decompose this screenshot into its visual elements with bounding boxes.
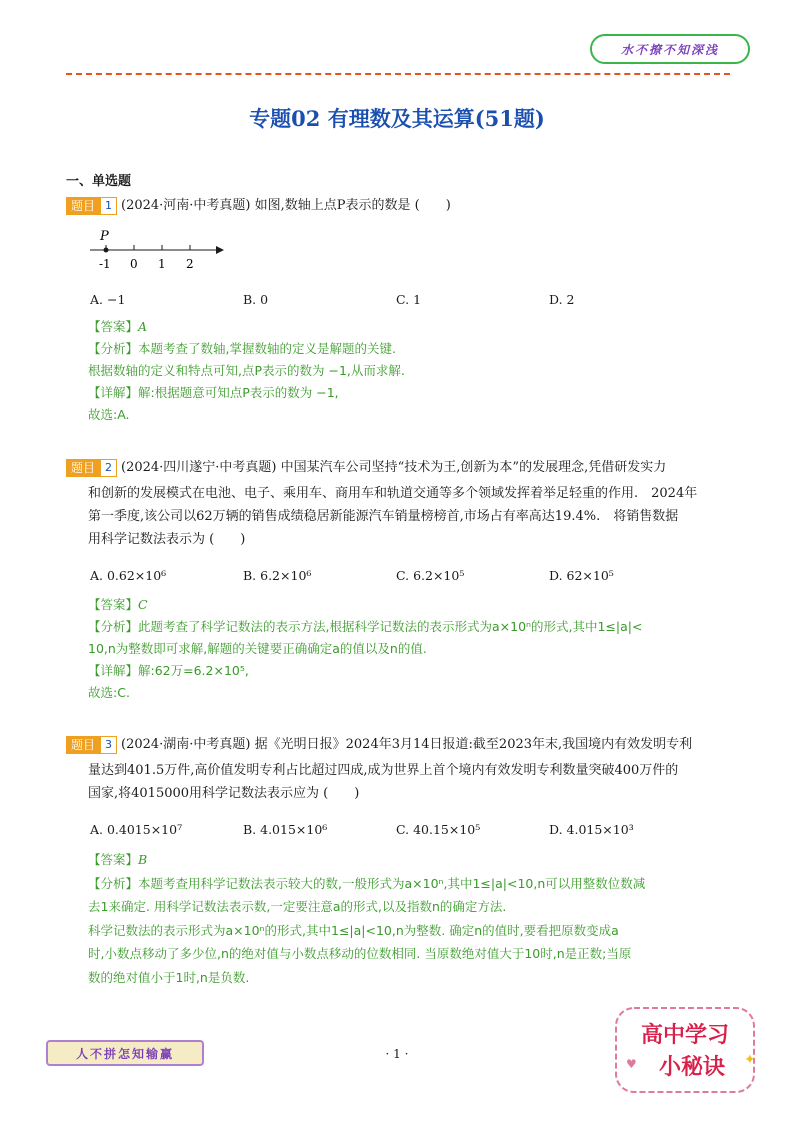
analysis-text: 此题考查了科学记数法的表示方法,根据科学记数法的表示形式为a×10ⁿ的形式,其中1≤|a|< <box>138 619 643 634</box>
analysis-text: 科学记数法的表示形式为a×10ⁿ的形式,其中1≤|a|<10,n为整数. 确定n的值时,要看把原数变成a <box>88 922 619 938</box>
option-a: A. 0.4015×10⁷ <box>90 822 183 837</box>
analysis-text: 数的绝对值小于1时,n是负数. <box>88 969 250 985</box>
heart-icon: ♥ <box>626 1057 637 1071</box>
question-3-options <box>90 822 730 837</box>
question-1-options <box>90 292 730 307</box>
option-c: C. 1 <box>396 292 422 307</box>
header-divider <box>66 73 730 75</box>
detail-text: 解:根据题意可知点P表示的数为 −1, <box>138 385 339 400</box>
option-c: C. 6.2×10⁵ <box>396 568 465 583</box>
option-c: C. 40.15×10⁵ <box>396 822 481 837</box>
tick-label: -1 <box>99 257 111 271</box>
analysis-text: 本题考查了数轴,掌握数轴的定义是解题的关键. <box>138 341 396 356</box>
conclusion-text: 故选:C. <box>88 685 130 700</box>
answer-label: 【答案】 <box>88 852 139 867</box>
number-line-figure <box>88 226 228 272</box>
stamp-line-1: 高中学习 <box>640 1023 730 1048</box>
question-text: 和创新的发展模式在电池、电子、乘用车、商用车和轨道交通等多个领域发挥着举足轻重的作用. 2024年 <box>88 486 698 501</box>
question-text: (2024·四川遂宁·中考真题) 中国某汽车公司坚持“技术为王,创新为本”的发展理念,凭借研发实力 <box>121 460 667 475</box>
question-text: 量达到401.5万件,高价值发明专利占比超过四成,成为世界上首个境内有效发明专利数量突破400万件的 <box>88 763 679 778</box>
answer-label: 【答案】 <box>88 319 139 334</box>
analysis-label: 【分析】 <box>88 619 139 634</box>
option-b: B. 0 <box>243 292 269 307</box>
question-number: 3 <box>100 736 117 754</box>
question-3-stem-cont <box>88 759 730 805</box>
answer-value: B <box>138 852 148 867</box>
option-a: A. 0.62×10⁶ <box>90 568 167 583</box>
answer-value: A <box>138 319 148 334</box>
analysis-text: 去1来确定. 用科学记数法表示数,一定要注意a的形式,以及指数n的确定方法. <box>88 899 507 914</box>
question-1-stem <box>66 194 730 217</box>
option-b: B. 4.015×10⁶ <box>243 822 328 837</box>
question-tag: 题目 <box>66 197 100 215</box>
question-2-options <box>90 568 730 583</box>
tick-label: 0 <box>130 257 138 271</box>
question-tag: 题目 <box>66 736 100 754</box>
question-3-stem <box>66 733 730 756</box>
analysis-text: 时,小数点移动了多少位,n的绝对值与小数点移动的位数相同. 当原数绝对值大于10时,n是正数;当原 <box>88 946 632 961</box>
question-3-solution <box>88 848 738 989</box>
analysis-text: 10,n为整数即可求解,解题的关键要正确确定a的值以及n的值. <box>88 641 427 656</box>
analysis-label: 【分析】 <box>88 875 139 891</box>
question-2-stem-cont <box>88 482 730 551</box>
answer-value: C <box>138 597 148 612</box>
tick-label: 2 <box>186 257 194 271</box>
study-tips-stamp <box>612 1004 758 1096</box>
answer-label: 【答案】 <box>88 597 139 612</box>
question-text: (2024·湖南·中考真题) 据《光明日报》2024年3月14日报道:截至2023年末,我国境内有效发明专利 <box>121 737 693 752</box>
page-number: · 1 · <box>385 1047 409 1061</box>
tick-label: 1 <box>158 257 166 271</box>
stamp-line-2: 小秘诀 <box>658 1055 726 1080</box>
analysis-text: 本题考查用科学记数法表示较大的数,一般形式为a×10ⁿ,其中1≤|a|<10,n可以用整数位数减 <box>138 875 646 891</box>
footer-motto-badge: 人不拼怎知输赢 <box>46 1040 204 1066</box>
point-p-dot <box>104 248 109 253</box>
question-2-stem <box>66 456 730 479</box>
detail-label: 【详解】 <box>88 663 139 678</box>
option-d: D. 4.015×10³ <box>549 822 634 837</box>
analysis-text: 根据数轴的定义和特点可知,点P表示的数为 −1,从而求解. <box>88 363 405 378</box>
question-number: 2 <box>100 459 117 477</box>
conclusion-text: 故选:A. <box>88 407 130 422</box>
option-a: A. −1 <box>90 292 126 307</box>
question-tag: 题目 <box>66 459 100 477</box>
question-text: 国家,将4015000用科学记数法表示应为 ( ) <box>88 786 360 801</box>
option-d: D. 62×10⁵ <box>549 568 614 583</box>
point-label: P <box>100 229 109 244</box>
option-b: B. 6.2×10⁶ <box>243 568 312 583</box>
question-1-solution <box>88 316 738 426</box>
header-motto-badge: 水不撩不知深浅 <box>590 34 750 64</box>
question-number: 1 <box>100 197 117 215</box>
section-heading: 一、单选题 <box>66 174 132 189</box>
page-title: 专题02 有理数及其运算(51题) <box>249 106 545 131</box>
detail-text: 解:62万=6.2×10⁵, <box>138 663 249 678</box>
question-text: (2024·河南·中考真题) 如图,数轴上点P表示的数是 ( ) <box>121 198 451 213</box>
question-2-solution <box>88 594 738 704</box>
option-d: D. 2 <box>549 292 575 307</box>
question-text: 用科学记数法表示为 ( ) <box>88 532 246 547</box>
axis-arrow-icon <box>216 246 224 254</box>
sparkle-icon: ✦ <box>744 1052 756 1068</box>
analysis-label: 【分析】 <box>88 341 139 356</box>
question-text: 第一季度,该公司以62万辆的销售成绩稳居新能源汽车销量榜榜首,市场占有率高达19.4%. 将销售数据 <box>88 509 679 524</box>
detail-label: 【详解】 <box>88 385 139 400</box>
